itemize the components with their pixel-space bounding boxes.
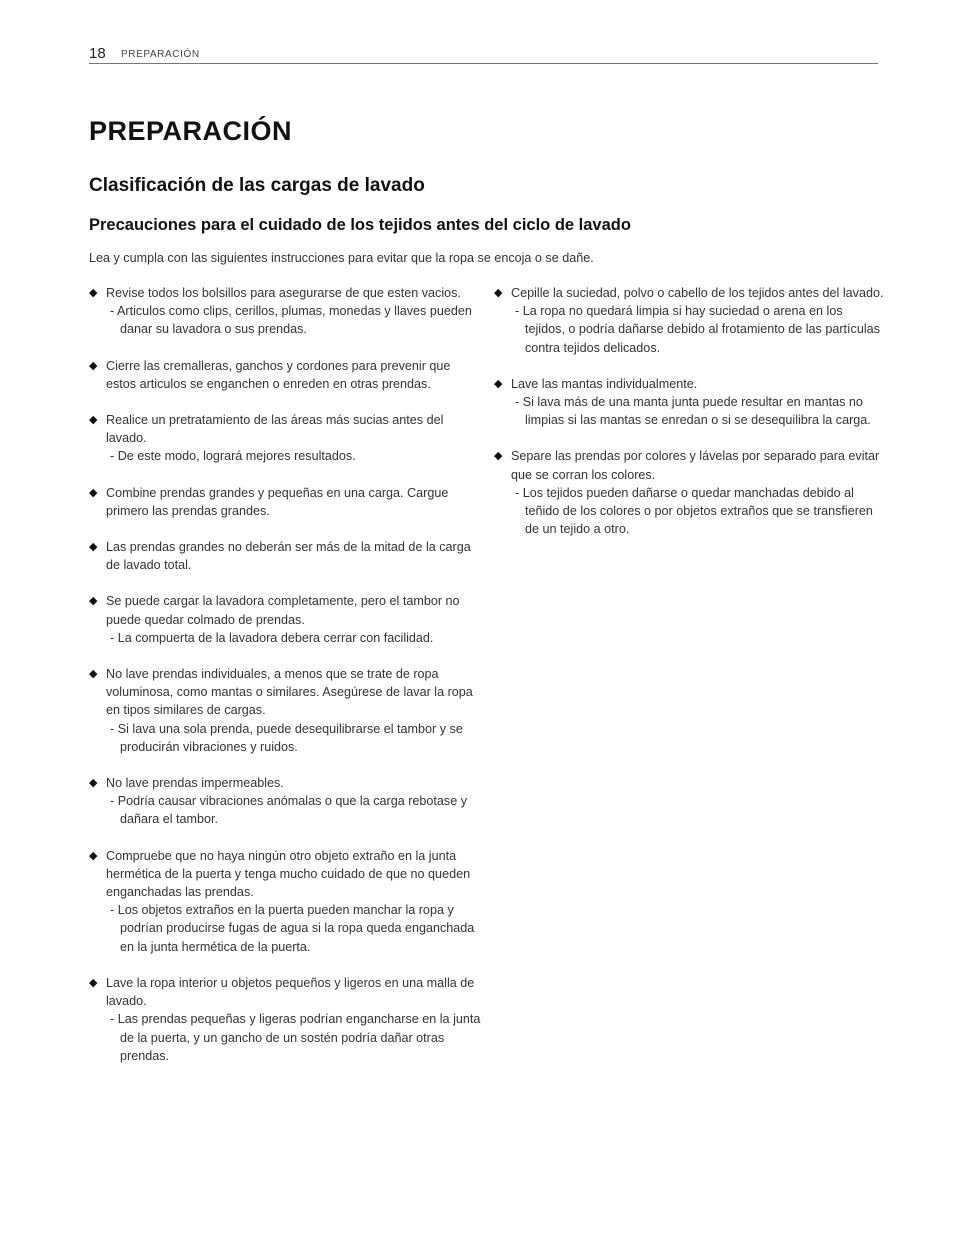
bullet-text: Se puede cargar la lavadora completamente, pero el tambor no puede quedar colmado de prendas. xyxy=(106,594,460,627)
diamond-bullet-icon: ◆ xyxy=(89,668,98,681)
bullet-item xyxy=(89,974,481,1065)
bullet-item xyxy=(89,411,481,466)
bullet-text: Compruebe que no haya ningún otro objeto extraño en la junta hermética de la puerta y tenga mucho cuidado de que no queden enganchadas las prendas. xyxy=(106,848,471,900)
bullet-subnote: - La compuerta de la lavadora debera cerrar con facilidad. xyxy=(110,630,434,645)
bullet-item xyxy=(89,538,481,574)
diamond-bullet-icon: ◆ xyxy=(89,595,98,608)
bullet-subnote: - Podría causar vibraciones anómalas o que la carga rebotase y dañara el tambor. xyxy=(110,794,468,827)
diamond-bullet-icon: ◆ xyxy=(89,976,98,989)
bullet-subnote: - De este modo, logrará mejores resultados. xyxy=(110,449,356,464)
bullet-subnote: - Si lava una sola prenda, puede desequilibrarse el tambor y se producirán vibraciones y ruidos. xyxy=(110,721,463,754)
bullet-text: Cierre las cremalleras, ganchos y cordones para prevenir que estos articulos se enganchen o enreden en otras prendas. xyxy=(106,358,451,391)
bullet-text: Lave la ropa interior u objetos pequeños y ligeros en una malla de lavado. xyxy=(106,975,475,1009)
diamond-bullet-icon: ◆ xyxy=(494,450,503,463)
left-bullet-column xyxy=(89,284,481,1083)
right-bullet-column xyxy=(494,284,884,556)
diamond-bullet-icon: ◆ xyxy=(89,287,98,299)
page-title: PREPARACIÓN xyxy=(89,116,293,146)
intro-paragraph: Lea y cumpla con las siguientes instrucciones para evitar que la ropa se encoja o se dañe. xyxy=(89,251,594,265)
bullet-text: Lave las mantas individualmente. xyxy=(511,376,698,391)
page-header xyxy=(89,45,878,64)
precautions-heading: Precauciones para el cuidado de los tejidos antes del ciclo de lavado xyxy=(89,216,631,234)
bullet-item xyxy=(494,284,884,357)
bullet-subnote: - Los tejidos pueden dañarse o quedar manchadas debido al teñido de los colores o por objetos extraños que se transfieren de un tejido a otro. xyxy=(515,485,873,537)
bullet-text: No lave prendas individuales, a menos que se trate de ropa voluminosa, como mantas o similares. Asegúrese de lavar la ropa en tipos similares de cargas. xyxy=(106,667,473,718)
diamond-bullet-icon: ◆ xyxy=(89,359,98,372)
bullet-item xyxy=(89,592,481,647)
diamond-bullet-icon: ◆ xyxy=(89,486,98,499)
page-number: 18 xyxy=(89,45,106,62)
bullet-item xyxy=(89,484,481,520)
bullet-text: Cepille la suciedad, polvo o cabello de los tejidos antes del lavado. xyxy=(511,286,884,300)
bullet-item xyxy=(89,284,481,339)
diamond-bullet-icon: ◆ xyxy=(89,414,98,427)
bullet-subnote: - Los objetos extraños en la puerta pueden manchar la ropa y podrían producirse fugas de agua si la ropa queda enganchada en la junta hermética de la puerta. xyxy=(110,903,475,954)
diamond-bullet-icon: ◆ xyxy=(89,849,98,862)
bullet-subnote: - Las prendas pequeñas y ligeras podrían engancharse en la junta de la puerta, y un gancho de un sostén podría dañar otras prendas. xyxy=(110,1012,481,1063)
bullet-item xyxy=(89,665,481,756)
diamond-bullet-icon: ◆ xyxy=(89,777,98,790)
bullet-item xyxy=(494,375,884,430)
bullet-subnote: - La ropa no quedará limpia si hay suciedad o arena en los tejidos, o podría dañarse debido al frotamiento de las partículas contra tejidos delicados. xyxy=(515,304,880,355)
bullet-item xyxy=(89,774,481,829)
header-section-label: PREPARACIÓN xyxy=(121,49,200,60)
bullet-text: Combine prendas grandes y pequeñas en una carga. Cargue primero las prendas grandes. xyxy=(106,485,449,518)
bullet-subnote: - Articulos como clips, cerillos, plumas, monedas y llaves pueden danar su lavadora o sus prendas. xyxy=(110,304,472,337)
bullet-subnote: - Si lava más de una manta junta puede resultar en mantas no limpias si las mantas se enredan o si se desequilibra la carga. xyxy=(515,395,871,428)
bullet-text: Separe las prendas por colores y lávelas por separado para evitar que se corran los colores. xyxy=(511,449,880,482)
bullet-item xyxy=(89,847,481,956)
diamond-bullet-icon: ◆ xyxy=(494,377,503,390)
diamond-bullet-icon: ◆ xyxy=(89,541,98,554)
bullet-text: No lave prendas impermeables. xyxy=(106,776,284,791)
bullet-text: Las prendas grandes no deberán ser más de la mitad de la carga de lavado total. xyxy=(106,540,471,573)
bullet-item xyxy=(89,357,481,393)
bullet-text: Revise todos los bolsillos para asegurarse de que esten vacios. xyxy=(106,286,461,300)
section-subtitle: Clasificación de las cargas de lavado xyxy=(89,175,425,196)
diamond-bullet-icon: ◆ xyxy=(494,287,503,299)
bullet-text: Realice un pretratamiento de las áreas más sucias antes del lavado. xyxy=(106,413,444,446)
bullet-item xyxy=(494,447,884,538)
